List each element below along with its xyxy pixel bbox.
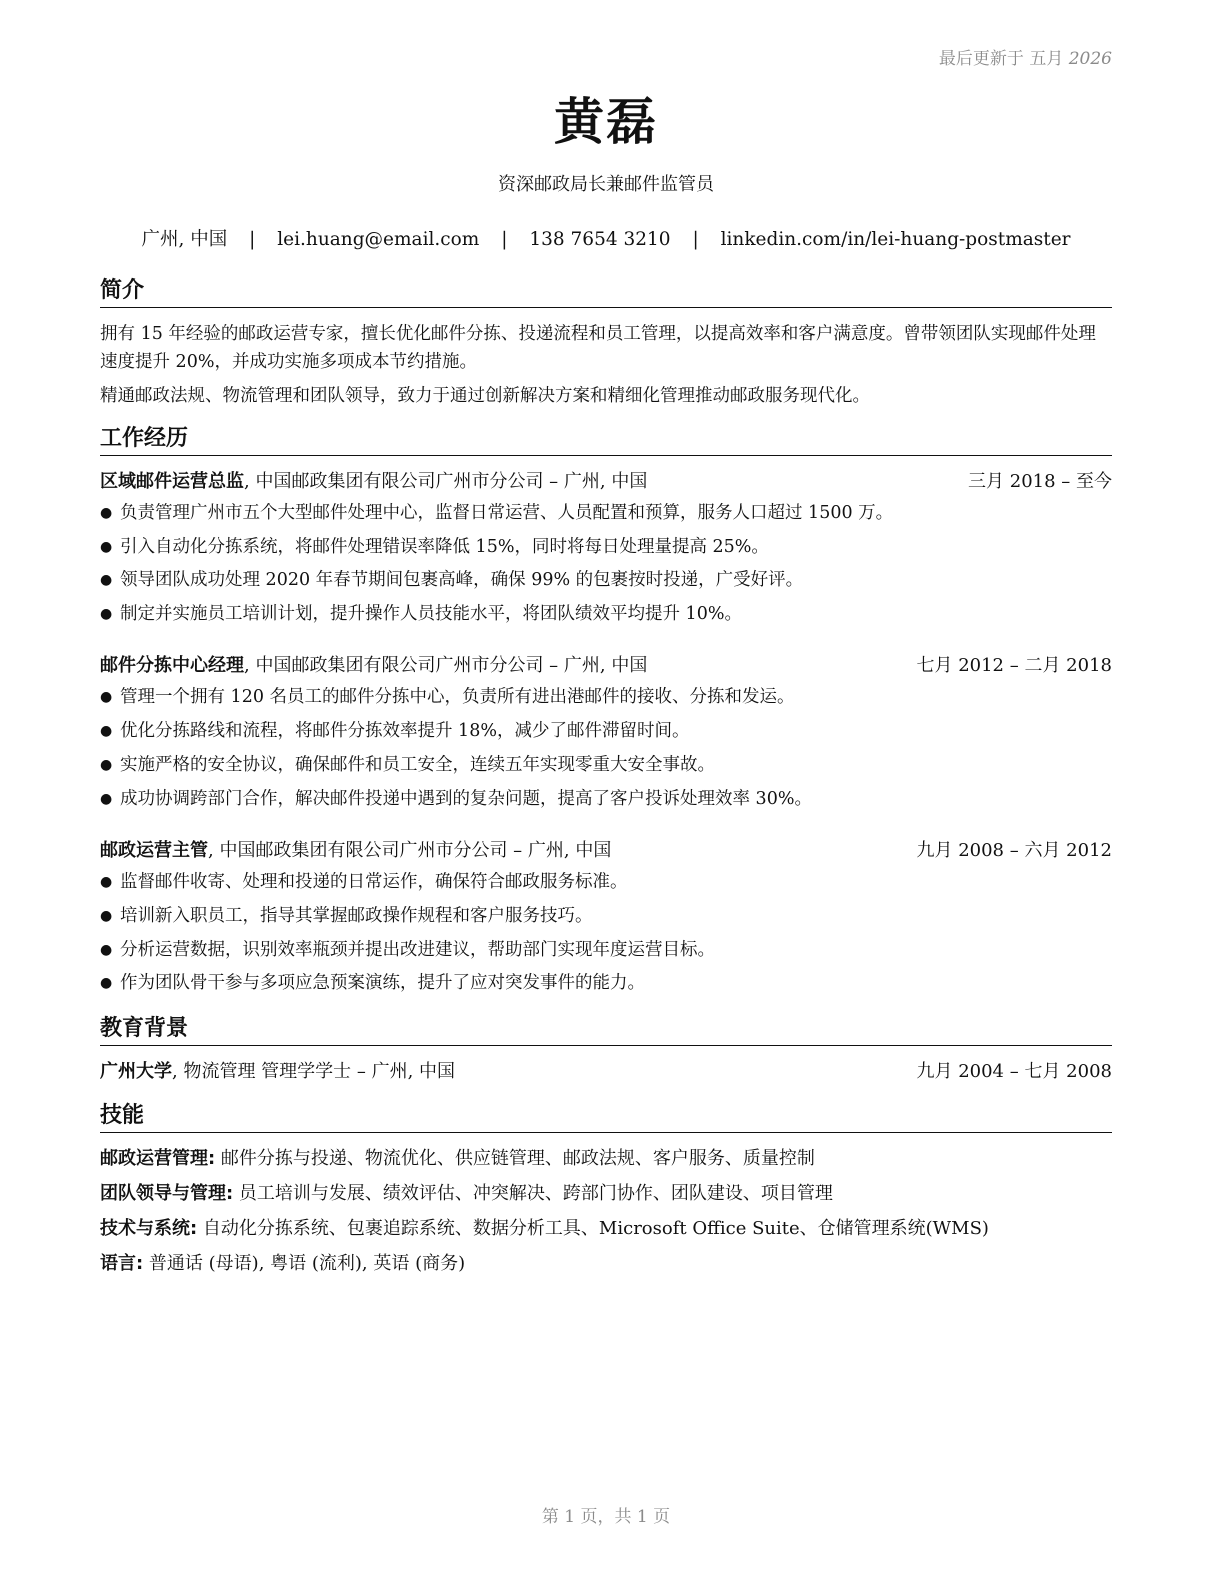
- bullet-icon: ●: [100, 942, 113, 958]
- bullet-icon: ●: [100, 874, 113, 890]
- contact-email-link[interactable]: lei.huang@email.com: [277, 229, 480, 250]
- contact-linkedin-link[interactable]: linkedin.com/in/lei-huang-postmaster: [720, 229, 1071, 250]
- section-title-experience: 工作经历: [100, 425, 1112, 456]
- contact-separator: |: [692, 229, 699, 250]
- skill-value: 普通话 (母语), 粤语 (流利), 英语 (商务): [143, 1253, 466, 1274]
- skill-label: 技术与系统:: [100, 1218, 198, 1239]
- bullet-text: 负责管理广州市五个大型邮件处理中心，监督日常运营、人员配置和预算，服务人口超过 1500 万。: [120, 503, 894, 523]
- bullet-text: 优化分拣路线和流程，将邮件分拣效率提升 18%，减少了邮件滞留时间。: [120, 721, 690, 741]
- contact-separator: |: [249, 229, 256, 250]
- job-org: , 中国邮政集团有限公司广州市分公司 – 广州, 中国: [208, 840, 612, 861]
- bullet-text: 成功协调跨部门合作，解决邮件投递中遇到的复杂问题，提高了客户投诉处理效率 30%。: [120, 789, 812, 809]
- education-dates: 九月 2004 – 七月 2008: [916, 1061, 1112, 1082]
- bullet-text: 领导团队成功处理 2020 年春节期间包裹高峰，确保 99% 的包裹按时投递，广受好评。: [120, 570, 804, 590]
- skill-row: [100, 1181, 1112, 1207]
- summary-paragraph: 拥有 15 年经验的邮政运营专家，擅长优化邮件分拣、投递流程和员工管理，以提高效率和客户满意度。曾带领团队实现邮件处理速度提升 20%，并成功实施多项成本节约措施。: [100, 324, 1096, 372]
- education-school: 广州大学: [100, 1061, 172, 1082]
- bullet-icon: ●: [100, 975, 113, 991]
- job-dates: 七月 2012 – 二月 2018: [916, 655, 1112, 676]
- job-bullet: [100, 601, 1112, 627]
- contact-separator: |: [501, 229, 508, 250]
- section-title-education: 教育背景: [100, 1015, 1112, 1046]
- job-bullet: [100, 684, 1112, 710]
- bullet-icon: ●: [100, 505, 113, 521]
- updated-year: 2026: [1068, 49, 1112, 69]
- bullet-icon: ●: [100, 572, 113, 588]
- job-bullet: [100, 567, 1112, 593]
- job-bullet: [100, 970, 1112, 996]
- bullet-text: 分析运营数据，识别效率瓶颈并提出改进建议，帮助部门实现年度运营目标。: [120, 940, 715, 960]
- job-bullet: [100, 718, 1112, 744]
- resume-page: [100, 0, 1112, 1584]
- job-org: , 中国邮政集团有限公司广州市分公司 – 广州, 中国: [244, 655, 648, 676]
- bullet-icon: ●: [100, 606, 113, 622]
- candidate-name: 黄磊: [554, 93, 658, 151]
- bullet-icon: ●: [100, 539, 113, 555]
- bullet-text: 管理一个拥有 120 名员工的邮件分拣中心，负责所有进出港邮件的接收、分拣和发运。: [120, 687, 795, 707]
- bullet-text: 引入自动化分拣系统，将邮件处理错误率降低 15%，同时将每日处理量提高 25%。: [120, 537, 769, 557]
- skill-row: [100, 1216, 1112, 1242]
- skill-row: [100, 1146, 1112, 1172]
- bullet-text: 实施严格的安全协议，确保邮件和员工安全，连续五年实现零重大安全事故。: [120, 755, 715, 775]
- contact-line: [100, 225, 1112, 251]
- skill-label: 语言:: [100, 1253, 144, 1274]
- bullet-text: 制定并实施员工培训计划，提升操作人员技能水平，将团队绩效平均提升 10%。: [120, 604, 742, 624]
- bullet-icon: ●: [100, 791, 113, 807]
- job-bullet: [100, 752, 1112, 778]
- job-bullet: [100, 937, 1112, 963]
- bullet-icon: ●: [100, 908, 113, 924]
- skill-row: [100, 1251, 1112, 1277]
- job-header: [100, 469, 1112, 495]
- job-header: [100, 653, 1112, 679]
- skill-value: 员工培训与发展、绩效评估、冲突解决、跨部门协作、团队建设、项目管理: [233, 1183, 833, 1204]
- updated-label: 最后更新于: [938, 49, 1024, 69]
- job-header: [100, 838, 1112, 864]
- job-bullet: [100, 786, 1112, 812]
- updated-month: 五月: [1029, 49, 1064, 69]
- bullet-text: 作为团队骨干参与多项应急预案演练，提升了应对突发事件的能力。: [120, 973, 645, 993]
- job-dates: 三月 2018 – 至今: [968, 471, 1112, 492]
- bullet-text: 培训新入职员工，指导其掌握邮政操作规程和客户服务技巧。: [120, 906, 593, 926]
- job-org: , 中国邮政集团有限公司广州市分公司 – 广州, 中国: [244, 471, 648, 492]
- education-entry: [100, 1059, 1112, 1085]
- candidate-headline: 资深邮政局长兼邮件监管员: [498, 174, 714, 195]
- bullet-icon: ●: [100, 757, 113, 773]
- section-title-summary: 简介: [100, 277, 1112, 308]
- bullet-text: 监督邮件收寄、处理和投递的日常运作，确保符合邮政服务标准。: [120, 872, 628, 892]
- skill-value: 邮件分拣与投递、物流优化、供应链管理、邮政法规、客户服务、质量控制: [215, 1148, 815, 1169]
- skill-value: 自动化分拣系统、包裹追踪系统、数据分析工具、Microsoft Office Suite、仓储管理系统(WMS): [197, 1218, 989, 1239]
- contact-location: 广州, 中国: [141, 229, 228, 250]
- bullet-icon: ●: [100, 689, 113, 705]
- contact-phone: 138 7654 3210: [529, 229, 671, 250]
- section-title-skills: 技能: [100, 1102, 1112, 1133]
- bullet-icon: ●: [100, 723, 113, 739]
- job-role: 邮件分拣中心经理: [100, 655, 244, 676]
- job-dates: 九月 2008 – 六月 2012: [916, 840, 1112, 861]
- education-detail: , 物流管理 管理学学士 – 广州, 中国: [172, 1061, 456, 1082]
- last-updated: [939, 44, 1112, 69]
- job-role: 区域邮件运营总监: [100, 471, 244, 492]
- skill-label: 团队领导与管理:: [100, 1183, 234, 1204]
- job-role: 邮政运营主管: [100, 840, 208, 861]
- job-bullet: [100, 534, 1112, 560]
- summary-paragraph: 精通邮政法规、物流管理和团队领导，致力于通过创新解决方案和精细化管理推动邮政服务现代化。: [100, 386, 870, 406]
- skill-label: 邮政运营管理:: [100, 1148, 216, 1169]
- page-footer: 第 1 页，共 1 页: [541, 1507, 671, 1527]
- job-bullet: [100, 903, 1112, 929]
- job-bullet: [100, 869, 1112, 895]
- job-bullet: [100, 500, 1112, 526]
